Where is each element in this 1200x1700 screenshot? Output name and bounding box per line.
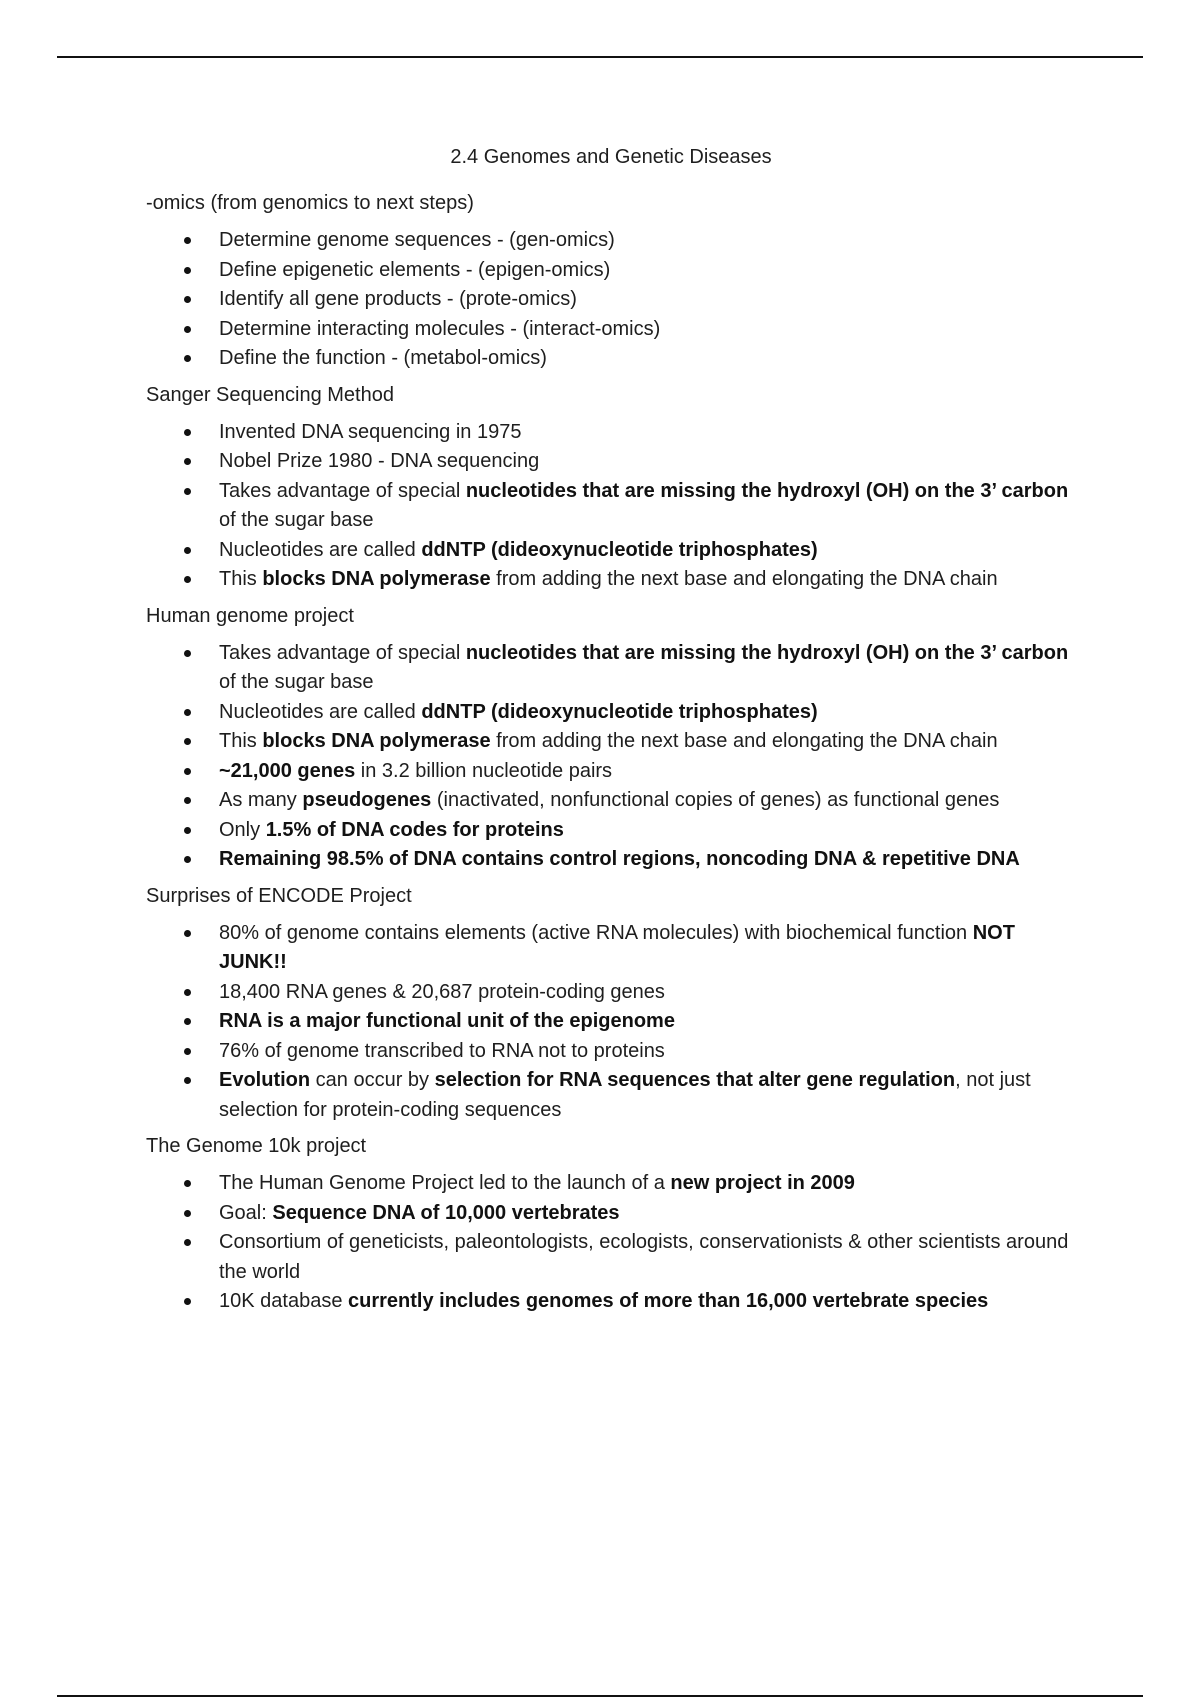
sections-container [146, 190, 1076, 1317]
bold-text: ddNTP (dideoxynucleotide triphosphates) [421, 700, 818, 723]
text-run: 10K database [219, 1290, 348, 1312]
section-heading: Human genome project [146, 604, 354, 627]
bold-text: ddNTP (dideoxynucleotide triphosphates) [421, 538, 818, 561]
document-title: 2.4 Genomes and Genetic Diseases [450, 146, 772, 168]
bold-text: selection for RNA sequences that alter gene regulation [434, 1069, 956, 1091]
bullet-list [146, 919, 1076, 1126]
list-item [146, 1066, 1076, 1125]
bold-text: blocks DNA polymerase [262, 730, 491, 752]
text-run: Takes advantage of special [219, 641, 466, 664]
list-item [146, 786, 1076, 816]
list-item [146, 344, 1076, 374]
list-item [146, 727, 1076, 757]
list-item [146, 757, 1076, 787]
text-run: Nucleotides are called [219, 538, 422, 561]
bold-text: blocks DNA polymerase [262, 568, 491, 590]
bold-text: nucleotides that are missing the hydroxyl (OH) on the 3’ carbon [465, 479, 1069, 502]
list-item [146, 816, 1076, 846]
bold-text: NOT JUNK!! [219, 921, 1015, 973]
text-run: Define the function - (metabol-omics) [219, 347, 547, 369]
bold-text: RNA is a major functional unit of the epigenome [219, 1010, 675, 1032]
text-run: Invented DNA sequencing in 1975 [219, 420, 522, 443]
list-item [146, 536, 1076, 566]
section-heading: The Genome 10k project [146, 1135, 367, 1157]
text-run: Determine genome sequences - (gen-omics) [219, 229, 615, 251]
list-item [146, 315, 1076, 345]
list-item [146, 1228, 1076, 1287]
text-run: Consortium of geneticists, paleontologists, ecologists, conservationists & other scientists around the world [219, 1231, 1069, 1283]
list-item [146, 418, 1076, 448]
list-item [146, 1169, 1076, 1199]
list-item [146, 477, 1076, 536]
list-item [146, 1287, 1076, 1317]
list-item [146, 698, 1076, 728]
text-run: 80% of genome contains elements (active RNA molecules) with biochemical function [219, 921, 973, 944]
bold-text: Remaining 98.5% of DNA contains control regions, noncoding DNA & repetitive DNA [219, 848, 1020, 870]
text-run: Define epigenetic elements - (epigen-omics) [219, 258, 611, 281]
text-run: Nobel Prize 1980 - DNA sequencing [219, 450, 540, 472]
list-item [146, 1037, 1076, 1067]
list-item [146, 565, 1076, 595]
text-run: Takes advantage of special [219, 479, 466, 502]
text-run: This [219, 730, 263, 752]
bold-text: 1.5% of DNA codes for proteins [265, 818, 564, 841]
text-run: (inactivated, nonfunctional copies of genes) as functional genes [431, 789, 1000, 811]
list-item [146, 845, 1076, 875]
text-run: in 3.2 billion nucleotide pairs [355, 759, 613, 782]
text-run: from adding the next base and elongating the DNA chain [490, 730, 998, 752]
list-item [146, 285, 1076, 315]
section-heading: Sanger Sequencing Method [146, 383, 394, 406]
text-run: This [219, 568, 263, 590]
list-item [146, 978, 1076, 1008]
bold-text: Sequence DNA of 10,000 vertebrates [272, 1201, 620, 1224]
text-run: Nucleotides are called [219, 700, 422, 723]
section-heading: Surprises of ENCODE Project [146, 884, 412, 907]
text-run: Only [219, 818, 266, 841]
bold-text: pseudogenes [302, 789, 432, 811]
list-item [146, 919, 1076, 978]
bullet-list [146, 1169, 1076, 1317]
section-heading: -omics (from genomics to next steps) [146, 192, 474, 214]
bold-text: new project in 2009 [670, 1172, 855, 1194]
bottom-rule [57, 1695, 1143, 1697]
bullet-list [146, 639, 1076, 875]
list-item [146, 639, 1076, 698]
bold-text: Evolution [219, 1069, 311, 1091]
text-run: 76% of genome transcribed to RNA not to proteins [219, 1039, 665, 1062]
text-run: of the sugar base [219, 509, 374, 531]
text-run: Determine interacting molecules - (interact-omics) [219, 317, 661, 340]
bold-text: nucleotides that are missing the hydroxyl (OH) on the 3’ carbon [465, 641, 1069, 664]
bold-text: currently includes genomes of more than 16,000 vertebrate species [348, 1290, 989, 1312]
text-run: Identify all gene products - (prote-omics) [219, 288, 577, 310]
text-run: can occur by [310, 1069, 435, 1091]
list-item [146, 1199, 1076, 1229]
bold-text: ~21,000 genes [219, 759, 356, 782]
text-run: The Human Genome Project led to the launch of a [219, 1172, 671, 1194]
list-item [146, 256, 1076, 286]
top-rule [57, 56, 1143, 58]
text-run: , not just selection for protein-coding sequences [219, 1069, 1031, 1121]
list-item [146, 226, 1076, 256]
text-run: of the sugar base [219, 671, 374, 693]
list-item [146, 1007, 1076, 1037]
text-run: from adding the next base and elongating the DNA chain [490, 568, 998, 590]
document-body [146, 144, 1076, 1325]
list-item [146, 447, 1076, 477]
text-run: 18,400 RNA genes & 20,687 protein-coding genes [219, 980, 665, 1003]
bullet-list [146, 418, 1076, 595]
text-run: Goal: [219, 1201, 273, 1224]
bullet-list [146, 226, 1076, 374]
text-run: As many [219, 789, 303, 811]
